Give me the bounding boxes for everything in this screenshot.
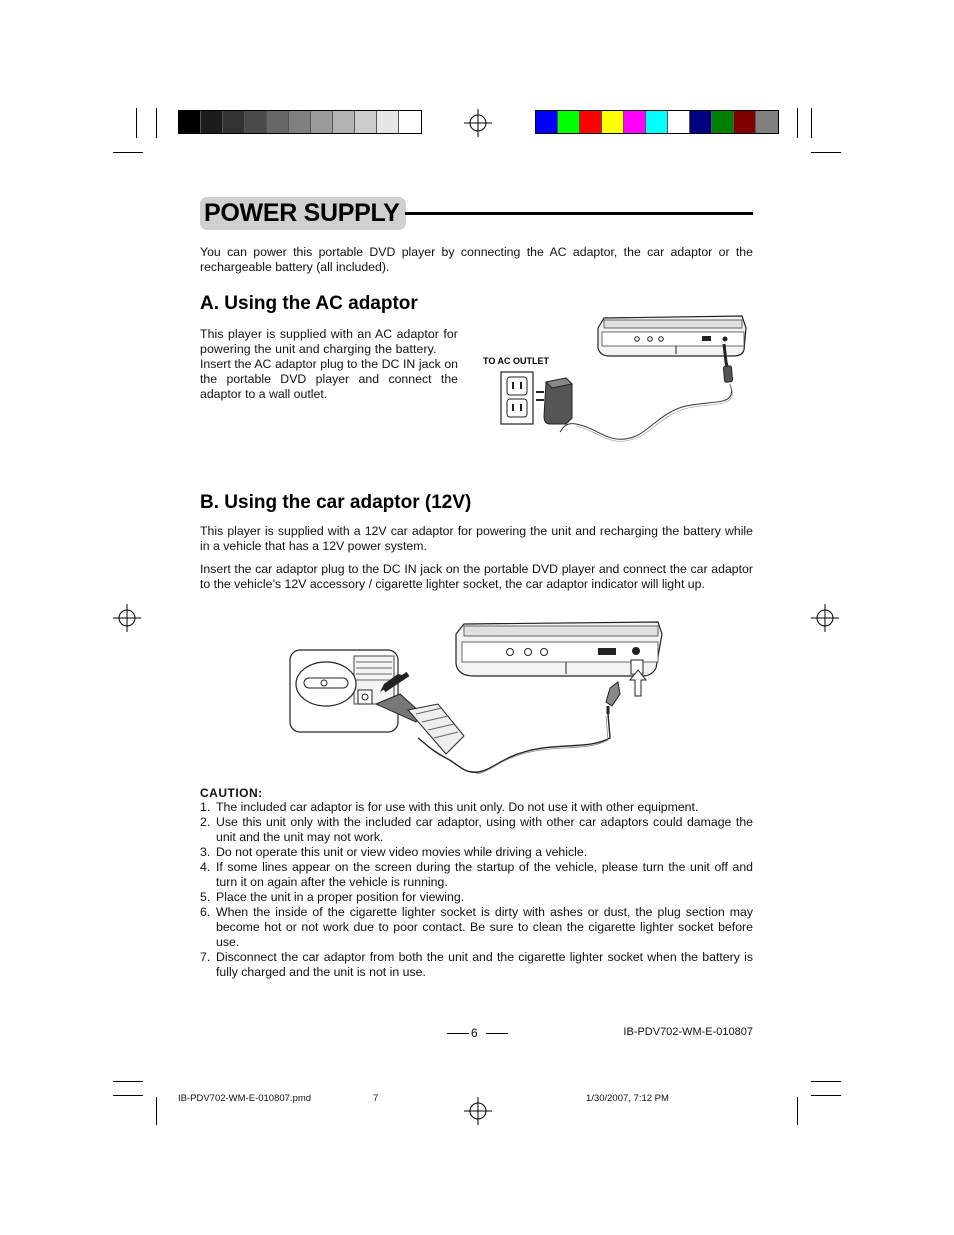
gray-swatch bbox=[245, 111, 267, 133]
gray-swatch bbox=[267, 111, 289, 133]
caution-item-text: Use this unit only with the included car adaptor, using with other car adaptors could damage the unit and the unit may not work. bbox=[216, 815, 753, 844]
caution-item-number: 4. bbox=[200, 860, 211, 874]
section-b-heading: B. Using the car adaptor (12V) bbox=[200, 492, 472, 513]
intro-paragraph: You can power this portable DVD player by connecting the AC adaptor, the car adaptor or the rechargeable battery (all included). bbox=[200, 245, 753, 274]
color-swatch bbox=[602, 111, 624, 133]
caution-item bbox=[200, 800, 753, 815]
process-color-bar bbox=[535, 110, 779, 134]
color-swatch bbox=[734, 111, 756, 133]
gray-swatch bbox=[311, 111, 333, 133]
color-swatch bbox=[646, 111, 668, 133]
slug-file-name: IB-PDV702-WM-E-010807.pmd bbox=[178, 1093, 312, 1104]
section-a-text-2: Insert the AC adaptor plug to the DC IN jack on the portable DVD player and connect the adaptor to a wall outlet. bbox=[200, 357, 458, 401]
gray-swatch bbox=[333, 111, 355, 133]
caution-item bbox=[200, 950, 753, 980]
color-swatch bbox=[624, 111, 646, 133]
ac-adaptor-illustration bbox=[480, 310, 755, 450]
gray-swatch bbox=[355, 111, 377, 133]
gray-swatch bbox=[223, 111, 245, 133]
caution-item-number: 1. bbox=[200, 800, 211, 814]
gray-swatch bbox=[377, 111, 399, 133]
caution-item bbox=[200, 905, 753, 950]
page-number: 6 bbox=[471, 1026, 478, 1040]
color-swatch bbox=[690, 111, 712, 133]
gray-swatch bbox=[179, 111, 201, 133]
caution-item-text: If some lines appear on the screen during the startup of the vehicle, please turn the unit off and turn it on again after the vehicle is running. bbox=[216, 860, 753, 889]
to-ac-outlet-label: TO AC OUTLET bbox=[483, 356, 549, 366]
gray-swatch bbox=[289, 111, 311, 133]
registration-mark-left bbox=[113, 604, 141, 632]
ac-adaptor-drawing bbox=[536, 378, 572, 424]
registration-mark-bottom bbox=[464, 1097, 492, 1125]
car-adaptor-illustration bbox=[288, 618, 668, 778]
caution-list bbox=[200, 800, 753, 980]
caution-heading: CAUTION: bbox=[200, 786, 263, 800]
caution-item-number: 6. bbox=[200, 905, 211, 919]
caution-item bbox=[200, 815, 753, 845]
registration-mark-right bbox=[811, 604, 839, 632]
caution-item-text: The included car adaptor is for use with this unit only. Do not use it with other equipment. bbox=[216, 800, 699, 814]
slug-date: 1/30/2007, 7:12 PM bbox=[586, 1093, 669, 1104]
document-code: IB-PDV702-WM-E-010807 bbox=[623, 1026, 753, 1038]
color-swatch bbox=[668, 111, 690, 133]
caution-item bbox=[200, 860, 753, 890]
caution-item-text: When the inside of the cigarette lighter socket is dirty with ashes or dust, the plug section may become hot or not work due to poor contact. Be sure to clean the cigarette lighter socket before use. bbox=[216, 905, 753, 949]
caution-item-number: 2. bbox=[200, 815, 211, 829]
dvd-player-drawing bbox=[456, 622, 662, 676]
color-swatch bbox=[558, 111, 580, 133]
section-a-text bbox=[200, 327, 458, 402]
grayscale-color-bar bbox=[178, 110, 422, 134]
color-swatch bbox=[580, 111, 602, 133]
color-swatch bbox=[712, 111, 734, 133]
wall-outlet-drawing bbox=[501, 372, 533, 424]
gray-swatch bbox=[201, 111, 223, 133]
registration-mark-top bbox=[464, 109, 492, 137]
title-rule bbox=[405, 212, 753, 215]
section-b-paragraph-2: Insert the car adaptor plug to the DC IN jack on the portable DVD player and connect the car adaptor to the vehicle’s 12V accessory / cigarette lighter socket, the car adaptor indicator will light up. bbox=[200, 562, 753, 591]
page-number-rule-right bbox=[486, 1033, 508, 1034]
page-title: POWER SUPPLY bbox=[200, 197, 406, 230]
section-b-paragraph-1: This player is supplied with a 12V car adaptor for powering the unit and recharging the battery while in a vehicle that has a 12V power system. bbox=[200, 524, 753, 553]
caution-item bbox=[200, 890, 753, 905]
section-a-text-1: This player is supplied with an AC adaptor for powering the unit and charging the battery. bbox=[200, 327, 458, 356]
car-dashboard-drawing bbox=[290, 650, 398, 732]
section-a-heading: A. Using the AC adaptor bbox=[200, 293, 418, 314]
gray-swatch bbox=[399, 111, 421, 133]
page-number-rule-left bbox=[447, 1033, 469, 1034]
caution-item-number: 7. bbox=[200, 950, 211, 964]
caution-item-text: Place the unit in a proper position for viewing. bbox=[216, 890, 465, 904]
caution-item bbox=[200, 845, 753, 860]
slug-page: 7 bbox=[373, 1093, 379, 1104]
caution-item-text: Do not operate this unit or view video movies while driving a vehicle. bbox=[216, 845, 588, 859]
color-swatch bbox=[536, 111, 558, 133]
color-swatch bbox=[756, 111, 778, 133]
caution-item-text: Disconnect the car adaptor from both the unit and the cigarette lighter socket when the battery is fully charged and the unit is not in use. bbox=[216, 950, 753, 979]
caution-item-number: 5. bbox=[200, 890, 211, 904]
caution-item-number: 3. bbox=[200, 845, 211, 859]
